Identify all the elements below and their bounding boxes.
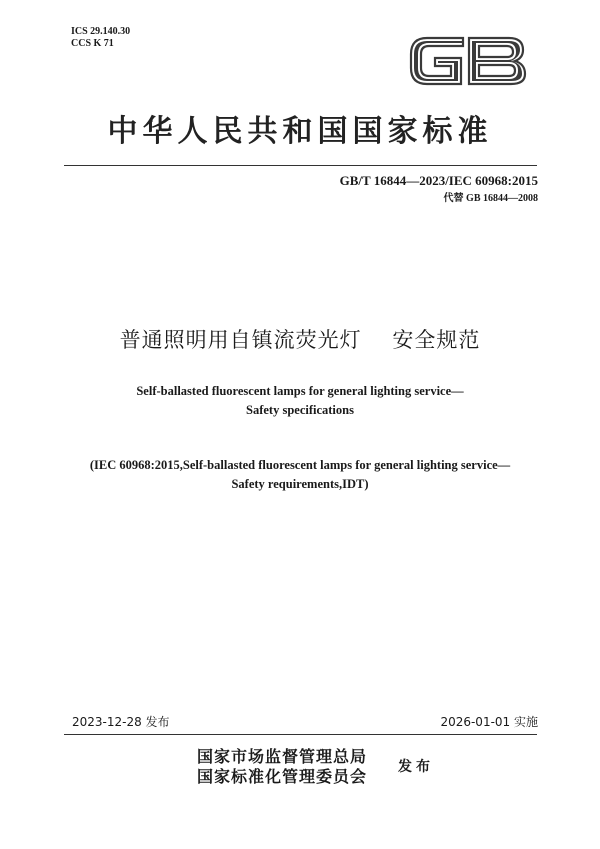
publish-label: 发布 — [398, 759, 434, 775]
iec-reference-line-2: Safety requirements,IDT) — [231, 477, 369, 491]
iec-reference — [0, 456, 600, 494]
ccs-code: CCS K 71 — [71, 38, 114, 49]
issue-date: 2023-12-28 发布 — [72, 715, 170, 729]
title-english-line-2: Safety specifications — [246, 403, 354, 417]
national-standard-title: 中华人民共和国国家标准 — [107, 114, 493, 149]
title-english-line-1: Self-ballasted fluorescent lamps for general lighting service— — [136, 384, 464, 398]
standard-number: GB/T 16844—2023/IEC 60968:2015 — [339, 173, 538, 188]
document-title-chinese: 普通照明用自镇流荧光灯 安全规范 — [119, 328, 481, 352]
publisher-samr: 国家市场监督管理总局 — [197, 747, 368, 766]
implementation-date: 2026-01-01 实施 — [440, 715, 538, 729]
footer-divider — [64, 734, 537, 735]
publishers — [197, 747, 367, 787]
replaces-standard: 代替 GB 16844—2008 — [443, 193, 538, 204]
ics-code: ICS 29.140.30 — [71, 26, 131, 37]
iec-reference-line-1: (IEC 60968:2015,Self-ballasted fluorescent lamps for general lighting service— — [89, 458, 511, 472]
classification-codes — [71, 26, 130, 50]
publisher-sac: 国家标准化管理委员会 — [197, 767, 368, 786]
document-title-english — [0, 382, 600, 420]
gb-logo-icon — [405, 32, 530, 90]
header-divider — [64, 165, 537, 166]
